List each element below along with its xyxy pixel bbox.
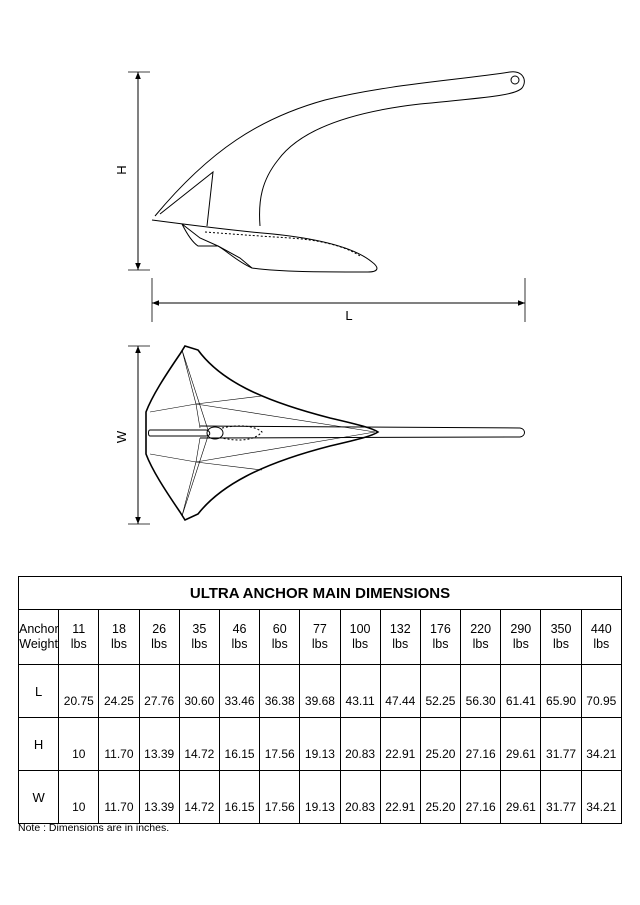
table-cell: 39.68 xyxy=(300,665,340,718)
dimensions-table xyxy=(18,576,622,824)
table-cell: 34.21 xyxy=(581,771,621,824)
shank-outline xyxy=(155,72,524,226)
table-cell: 14.72 xyxy=(179,771,219,824)
weight-unit: lbs xyxy=(512,637,529,651)
table-header-row xyxy=(19,610,622,665)
shank-inner-plate xyxy=(160,172,213,226)
top-view-drawing xyxy=(146,346,525,520)
weight-header-cell xyxy=(581,610,621,665)
table-cell: 56.30 xyxy=(461,665,501,718)
weight-unit: lbs xyxy=(70,637,87,651)
weight-header-cell xyxy=(300,610,340,665)
weight-unit: lbs xyxy=(472,637,489,651)
table-cell: 31.77 xyxy=(541,771,581,824)
table-cell: 17.56 xyxy=(260,771,300,824)
weight-header-cell xyxy=(260,610,300,665)
weight-header-cell xyxy=(99,610,139,665)
table-cell: 16.15 xyxy=(219,771,259,824)
table-cell: 10 xyxy=(59,718,99,771)
table-cell: 13.39 xyxy=(139,718,179,771)
table-row xyxy=(19,665,622,718)
weight-unit: lbs xyxy=(432,637,449,651)
weight-unit: lbs xyxy=(191,637,208,651)
row-label: H xyxy=(19,718,59,771)
table-cell: 52.25 xyxy=(420,665,460,718)
height-label: H xyxy=(114,165,129,175)
table-cell: 47.44 xyxy=(380,665,420,718)
weight-unit: lbs xyxy=(271,637,288,651)
shank-top xyxy=(200,426,525,438)
weight-value: 290 xyxy=(510,622,532,636)
table-cell: 10 xyxy=(59,771,99,824)
weight-header-cell xyxy=(219,610,259,665)
table-cell: 20.75 xyxy=(59,665,99,718)
table-cell: 16.15 xyxy=(219,718,259,771)
weight-header-cell xyxy=(541,610,581,665)
weight-value: 26 xyxy=(152,622,167,636)
table-cell: 65.90 xyxy=(541,665,581,718)
fluke-outline xyxy=(152,220,377,272)
weight-header-cell xyxy=(420,610,460,665)
weight-value: 350 xyxy=(550,622,572,636)
table-cell: 43.11 xyxy=(340,665,380,718)
weight-value: 46 xyxy=(232,622,247,636)
table-cell: 70.95 xyxy=(581,665,621,718)
table-cell: 36.38 xyxy=(260,665,300,718)
weight-value: 132 xyxy=(389,622,411,636)
weight-value: 100 xyxy=(349,622,371,636)
weight-header-cell xyxy=(139,610,179,665)
table-cell: 11.70 xyxy=(99,718,139,771)
table-cell: 17.56 xyxy=(260,718,300,771)
weight-value: 440 xyxy=(590,622,612,636)
table-cell: 19.13 xyxy=(300,718,340,771)
weight-header-cell xyxy=(461,610,501,665)
weight-unit: lbs xyxy=(311,637,328,651)
table-cell: 13.39 xyxy=(139,771,179,824)
anchor-weight-header xyxy=(19,610,59,665)
weight-value: 60 xyxy=(272,622,287,636)
table-cell: 61.41 xyxy=(501,665,541,718)
table-cell: 34.21 xyxy=(581,718,621,771)
table-cell: 20.83 xyxy=(340,718,380,771)
table-cell: 27.16 xyxy=(461,718,501,771)
slot xyxy=(149,430,210,436)
fluke-inner-line xyxy=(205,232,360,256)
table-cell: 27.76 xyxy=(139,665,179,718)
weight-value: 77 xyxy=(312,622,327,636)
weight-unit: lbs xyxy=(352,637,369,651)
table-cell: 29.61 xyxy=(501,718,541,771)
weight-header-cell xyxy=(59,610,99,665)
fluke-top-outline xyxy=(146,346,378,520)
table-cell: 19.13 xyxy=(300,771,340,824)
weight-unit: lbs xyxy=(151,637,168,651)
table-cell: 31.77 xyxy=(541,718,581,771)
weight-unit: lbs xyxy=(593,637,610,651)
weight-value: 220 xyxy=(470,622,492,636)
table-cell: 29.61 xyxy=(501,771,541,824)
weight-header-cell xyxy=(380,610,420,665)
table-cell: 20.83 xyxy=(340,771,380,824)
weight-value: 35 xyxy=(192,622,207,636)
weight-header-cell xyxy=(340,610,380,665)
table-cell: 24.25 xyxy=(99,665,139,718)
weight-value: 176 xyxy=(430,622,451,636)
header-label-line1: Anchor xyxy=(19,622,59,636)
table-cell: 14.72 xyxy=(179,718,219,771)
length-label: L xyxy=(345,308,353,323)
table-row xyxy=(19,771,622,824)
table-cell: 27.16 xyxy=(461,771,501,824)
row-label: W xyxy=(19,771,59,824)
weight-value: 11 xyxy=(72,622,86,636)
shackle-hole xyxy=(511,76,519,84)
weight-unit: lbs xyxy=(110,637,127,651)
weight-header-cell xyxy=(501,610,541,665)
table-row xyxy=(19,718,622,771)
table-cell: 25.20 xyxy=(420,718,460,771)
side-view-drawing xyxy=(152,72,524,272)
width-label: W xyxy=(114,430,129,444)
row-label: L xyxy=(19,665,59,718)
table-cell: 25.20 xyxy=(420,771,460,824)
weight-unit: lbs xyxy=(231,637,248,651)
weight-unit: lbs xyxy=(553,637,570,651)
table-cell: 22.91 xyxy=(380,771,420,824)
weight-header-cell xyxy=(179,610,219,665)
weight-value: 18 xyxy=(112,622,126,636)
table-cell: 33.46 xyxy=(219,665,259,718)
footnote: Note : Dimensions are in inches. xyxy=(18,822,170,834)
table-title: ULTRA ANCHOR MAIN DIMENSIONS xyxy=(19,577,622,610)
table-cell: 22.91 xyxy=(380,718,420,771)
table-cell: 11.70 xyxy=(99,771,139,824)
header-label-line2: Weight xyxy=(19,637,58,651)
weight-unit: lbs xyxy=(392,637,409,651)
table-cell: 30.60 xyxy=(179,665,219,718)
